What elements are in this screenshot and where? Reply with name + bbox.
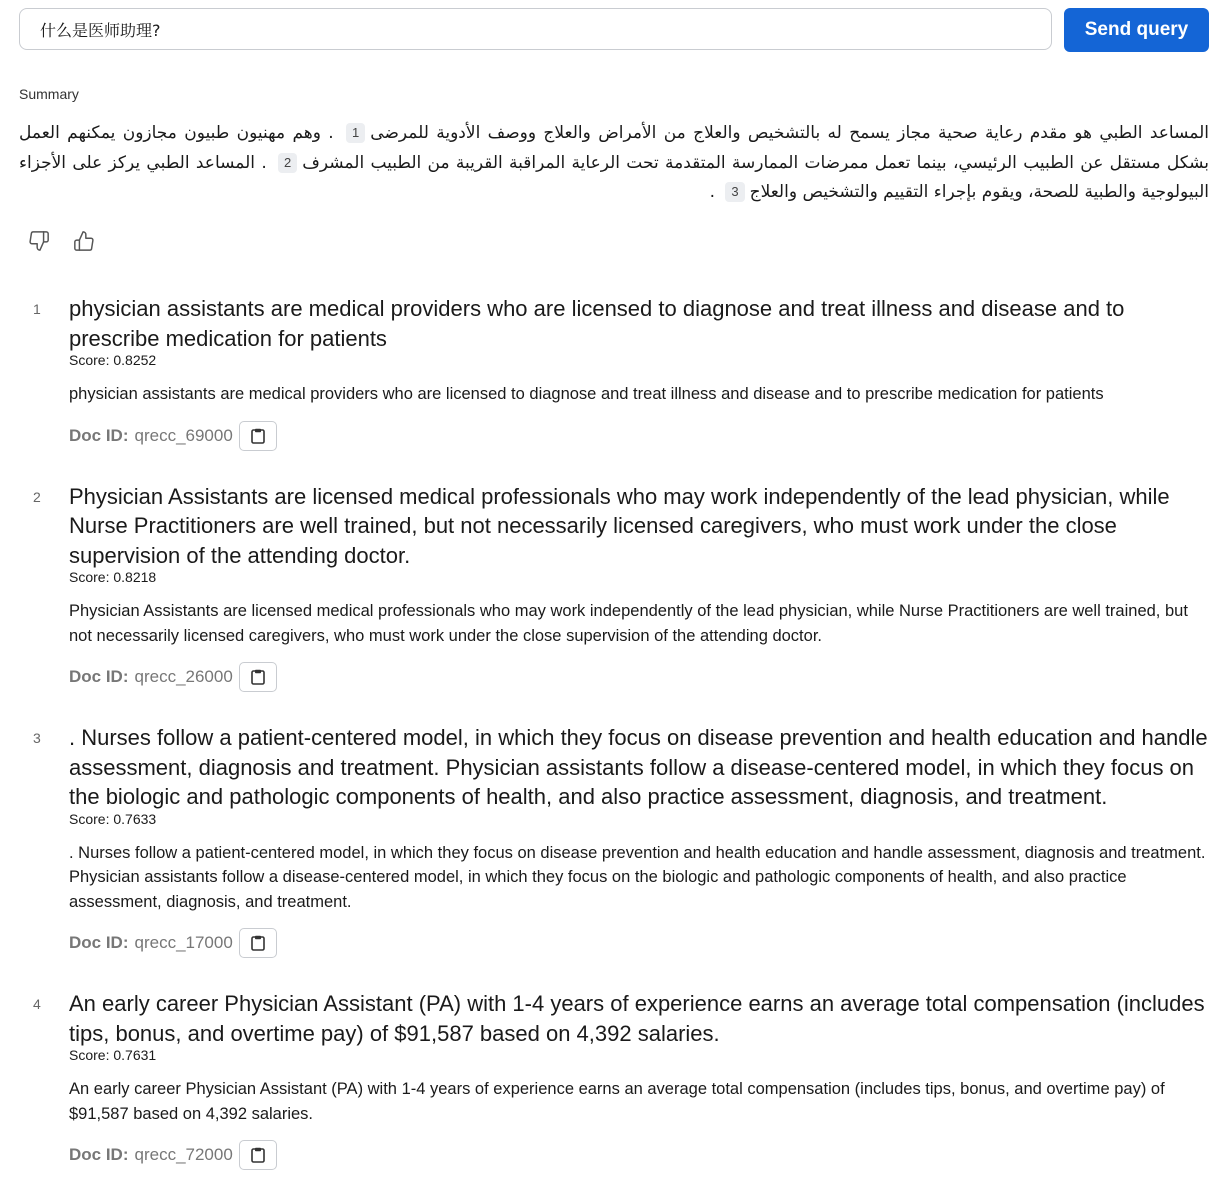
result-doc-id-row — [69, 1139, 1211, 1171]
summary-segment: المساعد الطبي هو مقدم رعاية صحية مجاز يسمح له بالتشخيص والعلاج من الأمراض والعلاج ووصف الأدوية للمرضى — [370, 123, 1210, 143]
result-body: physician assistants are medical providers who are licensed to diagnose and treat illness and disease and to prescribe medication for patients — [69, 385, 1104, 403]
summary-segment: . المساعد الطبي يركز على الأجزاء البيولوجية والطبية للصحة، ويقوم بإجراء التقييم والتشخيص والعلاج — [19, 152, 1209, 202]
summary-segment: . وهم مهنيون طبيون مجازون يمكنهم العمل بشكل مستقل عن الطبيب الرئيسي، بينما تعمل ممرضات الممارسة المتقدمة تحت الرعاية المراقبة القريبة من الطبيب المشرف — [19, 123, 1210, 173]
result-score: Score: 0.8252 — [69, 352, 157, 368]
result-rank: 1 — [33, 301, 41, 317]
result-score: Score: 0.7631 — [69, 1047, 157, 1063]
result-doc-id-row — [69, 420, 1211, 452]
citation-badge[interactable]: 1 — [346, 123, 365, 143]
result-title: physician assistants are medical providers who are licensed to diagnose and treat illness and disease and to prescribe medication for patients — [69, 296, 1125, 351]
result-score: Score: 0.7633 — [69, 810, 157, 827]
citation-badge[interactable]: 3 — [725, 182, 744, 202]
doc-id-value: qrecc_17000 — [134, 933, 233, 952]
doc-id-label: Doc ID: — [69, 933, 129, 952]
thumbs-up-icon[interactable] — [73, 230, 97, 254]
result-body: Physician Assistants are licensed medical professionals who may work independently of the lead physician, while Nurse Practitioners are well trained, but not necessarily licensed caregivers, who must work under the close supervision of the attending doctor. — [69, 602, 1188, 645]
result-title: An early career Physician Assistant (PA) with 1-4 years of experience earns an average total compensation (includes tips, bonus, and overtime pay) of $91,587 based on 4,392 salaries. — [69, 991, 1205, 1046]
clipboard-icon — [251, 1147, 265, 1163]
query-bar — [19, 8, 1209, 54]
result-rank: 4 — [33, 996, 41, 1012]
copy-doc-id-button[interactable] — [239, 421, 277, 451]
doc-id-label: Doc ID: — [69, 425, 129, 445]
result-score: Score: 0.8218 — [69, 569, 157, 585]
result-body: . Nurses follow a patient-centered model, in which they focus on disease prevention and health education and handle assessment, diagnosis and treatment. Physician assistants follow a disease-centered model, in which they focus on the biologic and pathologic components of health, and also practice assessment, diagnosis, and treatment. — [69, 843, 1206, 911]
summary-label: Summary — [19, 86, 79, 102]
result-item — [0, 482, 1227, 694]
citation-badge[interactable]: 2 — [278, 153, 297, 173]
copy-doc-id-button[interactable] — [239, 928, 277, 958]
result-rank: 3 — [33, 730, 41, 746]
copy-doc-id-button[interactable] — [239, 662, 277, 692]
doc-id-label: Doc ID: — [69, 1145, 129, 1164]
result-title: Physician Assistants are licensed medical professionals who may work independently of the lead physician, while Nurse Practitioners are well trained, but not necessarily licensed caregivers, who must work under the close supervision of the attending doctor. — [69, 483, 1170, 568]
doc-id-value: qrecc_69000 — [134, 425, 233, 445]
clipboard-icon — [251, 935, 265, 951]
result-body: An early career Physician Assistant (PA) with 1-4 years of experience earns an average total compensation (includes tips, bonus, and overtime pay) of $91,587 based on 4,392 salaries. — [69, 1080, 1165, 1123]
result-rank: 2 — [33, 488, 41, 505]
doc-id-value: qrecc_72000 — [134, 1145, 233, 1164]
result-title: . Nurses follow a patient-centered model, in which they focus on disease prevention and health education and handle assessment, diagnosis and treatment. Physician assistants follow a disease-centered model, in which they focus on the biologic and pathologic components of health, and also practice assessment, diagnosis, and treatment. — [69, 725, 1208, 809]
doc-id-label: Doc ID: — [69, 667, 129, 686]
query-input[interactable] — [19, 8, 1052, 50]
results-list — [0, 294, 1227, 1201]
result-item — [0, 723, 1227, 959]
result-item — [0, 989, 1227, 1171]
thumbs-down-icon[interactable] — [28, 230, 52, 254]
result-doc-id-row — [69, 927, 1211, 959]
summary-text — [19, 119, 1209, 208]
clipboard-icon — [251, 669, 265, 685]
summary-segment: . — [709, 182, 715, 202]
result-item — [0, 294, 1227, 452]
send-query-button[interactable]: Send query — [1064, 8, 1209, 52]
result-doc-id-row — [69, 661, 1211, 693]
copy-doc-id-button[interactable] — [239, 1140, 277, 1170]
clipboard-icon — [251, 428, 265, 444]
doc-id-value: qrecc_26000 — [134, 667, 233, 686]
